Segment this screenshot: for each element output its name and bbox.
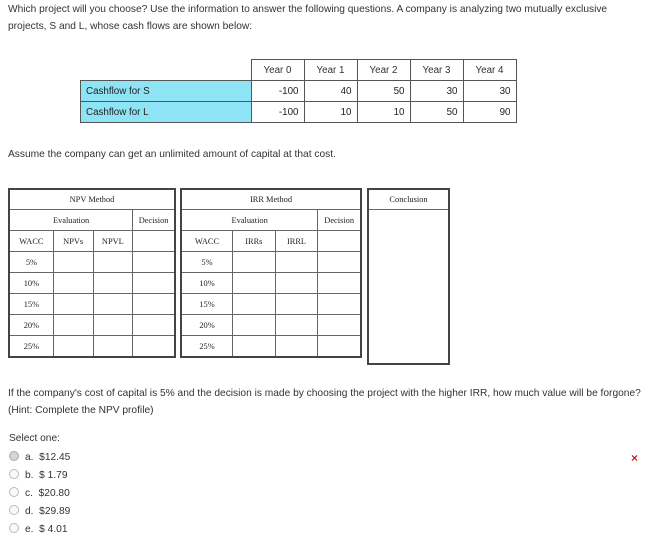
irrl-header: IRRL [275, 231, 318, 252]
npv-wacc-5: 5% [9, 252, 53, 273]
cashflow-l-year3: 50 [410, 102, 463, 123]
option-letter: c. [25, 488, 33, 499]
table-row [181, 273, 361, 294]
cashflow-l-year0: -100 [251, 102, 304, 123]
irr-wacc-15: 15% [181, 294, 233, 315]
cashflow-s-year3: 30 [410, 81, 463, 102]
irr-wacc-25: 25% [181, 336, 233, 358]
irr-wacc-header: WACC [181, 231, 233, 252]
header-year-3: Year 3 [410, 60, 463, 81]
option-text: $12.45 [39, 452, 71, 463]
table-row [9, 336, 175, 358]
npv-wacc-25: 25% [9, 336, 53, 358]
incorrect-icon: × [631, 451, 639, 465]
header-year-0: Year 0 [251, 60, 304, 81]
cashflow-l-label: Cashflow for L [81, 102, 252, 123]
option-letter: e. [25, 524, 34, 535]
option-c[interactable] [9, 486, 70, 502]
cashflow-table [80, 59, 517, 123]
radio-option-c[interactable] [9, 487, 19, 497]
option-letter: d. [25, 506, 34, 517]
irr-wacc-20: 20% [181, 315, 233, 336]
irr-evaluation-header: Evaluation [181, 210, 318, 231]
conclusion-title: Conclusion [369, 190, 448, 210]
irr-method-table [180, 188, 362, 358]
npv-method-table [8, 188, 176, 358]
option-e[interactable] [9, 522, 68, 538]
irr-wacc-5: 5% [181, 252, 233, 273]
irr-decision-header: Decision [318, 210, 361, 231]
table-row [9, 315, 175, 336]
table-row [181, 252, 361, 273]
cashflow-s-label: Cashflow for S [81, 81, 252, 102]
cashflow-s-year0: -100 [251, 81, 304, 102]
question-intro: Which project will you choose? Use the information to answer the following questions. A company is analyzing two mutually exclusive projects, S and L, whose cash flows are shown below: [8, 4, 608, 32]
cashflow-s-year1: 40 [304, 81, 357, 102]
cashflow-l-year2: 10 [357, 102, 410, 123]
question-2: If the company's cost of capital is 5% and the decision is made by choosing the project with the higher IRR, how much value will be forgone? (Hint: Complete the NPV profile) [8, 388, 641, 416]
npv-wacc-20: 20% [9, 315, 53, 336]
radio-option-d[interactable] [9, 505, 19, 515]
table-row [9, 252, 175, 273]
option-a[interactable] [9, 450, 70, 466]
header-year-4: Year 4 [463, 60, 516, 81]
option-text: $ 4.01 [39, 524, 68, 535]
option-text: $ 1.79 [39, 470, 68, 481]
npv-method-title: NPV Method [9, 189, 175, 210]
npv-wacc-10: 10% [9, 273, 53, 294]
cashflow-l-year1: 10 [304, 102, 357, 123]
option-letter: a. [25, 452, 34, 463]
option-text: $29.89 [39, 506, 71, 517]
cashflow-l-year4: 90 [463, 102, 516, 123]
select-one-label: Select one: [9, 433, 60, 444]
option-text: $20.80 [38, 488, 70, 499]
conclusion-box [367, 188, 450, 365]
table-row [181, 294, 361, 315]
irrs-header: IRRs [233, 231, 276, 252]
npv-wacc-15: 15% [9, 294, 53, 315]
radio-option-a[interactable] [9, 451, 19, 461]
npv-decision-header: Decision [133, 210, 175, 231]
npvl-header: NPVL [93, 231, 133, 252]
npv-wacc-header: WACC [9, 231, 53, 252]
cashflow-row-l [81, 102, 517, 123]
option-d[interactable] [9, 504, 70, 520]
irr-wacc-10: 10% [181, 273, 233, 294]
header-year-1: Year 1 [304, 60, 357, 81]
cashflow-row-s [81, 81, 517, 102]
npv-evaluation-header: Evaluation [9, 210, 133, 231]
assumption-text: Assume the company can get an unlimited amount of capital at that cost. [8, 149, 336, 160]
table-row [181, 336, 361, 358]
option-b[interactable] [9, 468, 68, 484]
irr-method-title: IRR Method [181, 189, 361, 210]
option-letter: b. [25, 470, 34, 481]
table-row [9, 294, 175, 315]
table-row [181, 315, 361, 336]
npvs-header: NPVs [53, 231, 93, 252]
cashflow-s-year2: 50 [357, 81, 410, 102]
table-row [9, 273, 175, 294]
cashflow-s-year4: 30 [463, 81, 516, 102]
header-year-2: Year 2 [357, 60, 410, 81]
radio-option-b[interactable] [9, 469, 19, 479]
radio-option-e[interactable] [9, 523, 19, 533]
